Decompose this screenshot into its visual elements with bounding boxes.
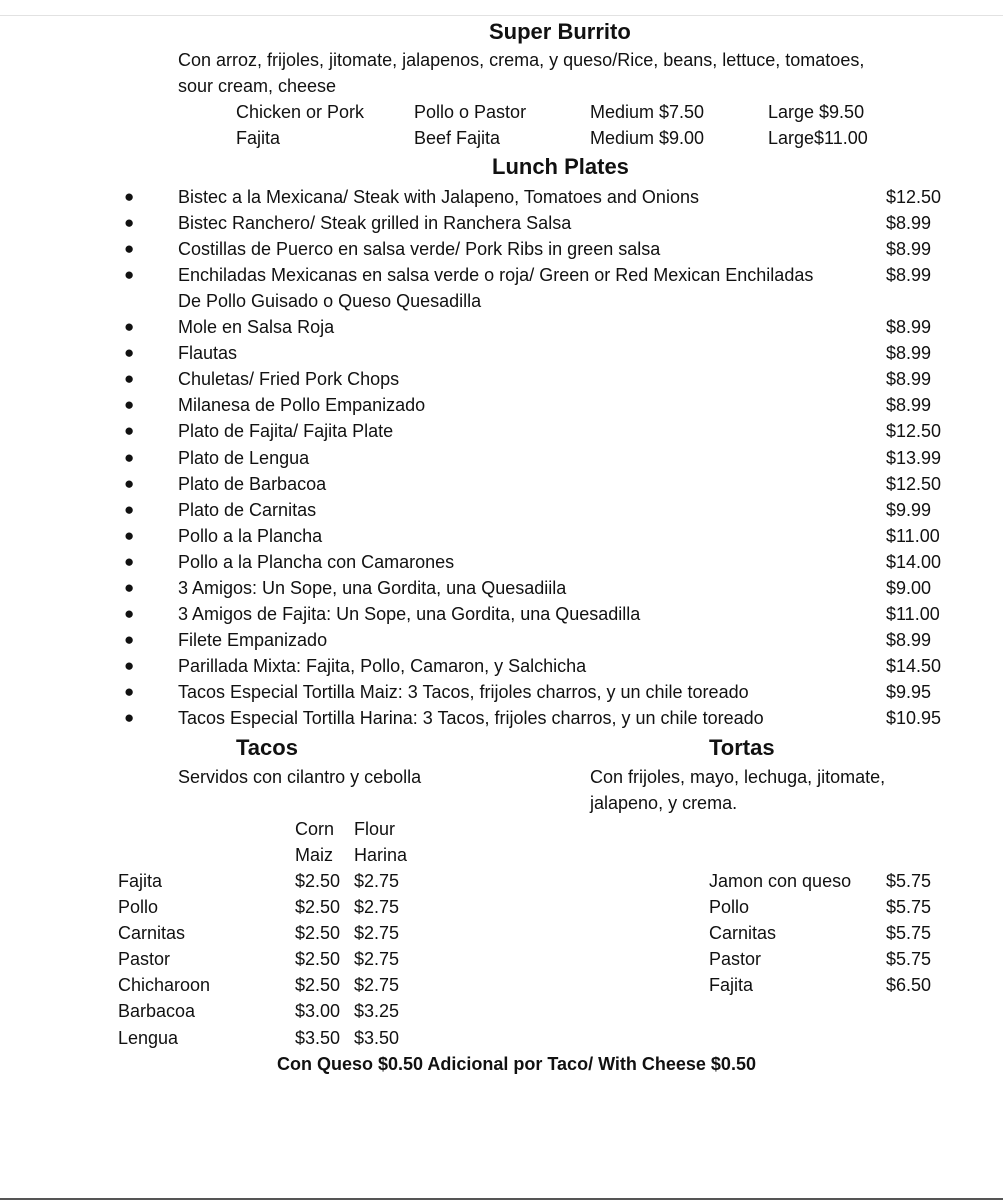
lunch-item-name: 3 Amigos: Un Sope, una Gordita, una Quesadiila [178,578,567,598]
taco-corn-price: $3.50 [295,1028,341,1048]
cheese-footnote: Con Queso $0.50 Adicional por Taco/ With Cheese $0.50 [277,1054,756,1074]
lunch-item-price: $11.00 [886,604,940,624]
lunch-item-name: Bistec Ranchero/ Steak grilled in Ranchera Salsa [178,213,572,233]
torta-name: Jamon con queso [709,871,852,891]
lunch-item-price: $8.99 [886,395,932,415]
lunch-plates-title: Lunch Plates [492,154,629,179]
taco-flour-price: $2.75 [354,897,400,917]
bullet-icon: ● [124,343,135,362]
lunch-item-price: $14.50 [886,656,942,676]
bullet-icon: ● [124,630,135,649]
tortas-description: Con frijoles, mayo, lechuga, jitomate, [590,767,886,787]
lunch-item-name: Flautas [178,343,238,363]
taco-corn-price: $2.50 [295,975,341,995]
torta-price: $5.75 [886,949,932,969]
lunch-item-name: Tacos Especial Tortilla Maiz: 3 Tacos, frijoles charros, y un chile toreado [178,682,749,702]
burrito-medium-price: Medium $7.50 [590,102,705,122]
lunch-item-name: Pollo a la Plancha [178,526,323,546]
lunch-item-price: $11.00 [886,526,940,546]
tacos-title: Tacos [236,735,298,760]
lunch-item-name: Costillas de Puerco en salsa verde/ Pork Ribs in green salsa [178,239,661,259]
taco-flour-price: $2.75 [354,923,400,943]
tacos-col-harina: Harina [354,845,408,865]
taco-name: Chicharoon [118,975,211,995]
lunch-item-name: Filete Empanizado [178,630,328,650]
bullet-icon: ● [124,578,135,597]
torta-price: $6.50 [886,975,932,995]
bullet-icon: ● [124,500,135,519]
burrito-name-es: Pollo o Pastor [414,102,527,122]
bullet-icon: ● [124,421,135,440]
taco-corn-price: $2.50 [295,923,341,943]
tortas-title: Tortas [709,735,775,760]
tortas-description-cont: jalapeno, y crema. [590,793,738,813]
taco-flour-price: $2.75 [354,871,400,891]
bullet-icon: ● [124,604,135,623]
torta-name: Carnitas [709,923,777,943]
torta-price: $5.75 [886,923,932,943]
bullet-icon: ● [124,552,135,571]
taco-flour-price: $2.75 [354,975,400,995]
taco-corn-price: $3.00 [295,1001,341,1021]
taco-name: Fajita [118,871,163,891]
burrito-large-price: Large $9.50 [768,102,865,122]
lunch-item-price: $10.95 [886,708,942,728]
lunch-item-price: $9.00 [886,578,932,598]
lunch-item-name: Plato de Fajita/ Fajita Plate [178,421,394,441]
lunch-item-name: Plato de Barbacoa [178,474,327,494]
burrito-name-en: Fajita [236,128,281,148]
taco-corn-price: $2.50 [295,871,341,891]
lunch-item-price: $8.99 [886,343,932,363]
super-burrito-description: Con arroz, frijoles, jitomate, jalapenos, crema, y queso/Rice, beans, lettuce, tomatoes, [178,50,865,70]
lunch-item-name: 3 Amigos de Fajita: Un Sope, una Gordita, una Quesadilla [178,604,641,624]
bullet-icon: ● [124,187,135,206]
lunch-item-price: $8.99 [886,369,932,389]
super-burrito-description-cont: sour cream, cheese [178,76,337,96]
lunch-item-name: Chuletas/ Fried Pork Chops [178,369,400,389]
taco-name: Pastor [118,949,171,969]
lunch-item-name: Plato de Lengua [178,448,310,468]
burrito-name-es: Beef Fajita [414,128,501,148]
torta-price: $5.75 [886,897,932,917]
top-divider [0,15,1003,16]
taco-name: Pollo [118,897,159,917]
taco-flour-price: $3.25 [354,1001,400,1021]
taco-flour-price: $3.50 [354,1028,400,1048]
lunch-item-price: $14.00 [886,552,942,572]
lunch-item-name-cont: De Pollo Guisado o Queso Quesadilla [178,291,482,311]
tacos-col-flour: Flour [354,819,396,839]
bullet-icon: ● [124,213,135,232]
torta-name: Fajita [709,975,754,995]
lunch-item-name: Plato de Carnitas [178,500,317,520]
taco-corn-price: $2.50 [295,949,341,969]
bullet-icon: ● [124,708,135,727]
lunch-item-price: $12.50 [886,421,942,441]
lunch-item-price: $9.95 [886,682,932,702]
lunch-item-price: $8.99 [886,630,932,650]
bullet-icon: ● [124,317,135,336]
lunch-item-name: Bistec a la Mexicana/ Steak with Jalapeno, Tomatoes and Onions [178,187,699,207]
taco-name: Carnitas [118,923,186,943]
taco-flour-price: $2.75 [354,949,400,969]
lunch-item-price: $12.50 [886,187,942,207]
burrito-large-price: Large$11.00 [768,128,868,148]
bullet-icon: ● [124,448,135,467]
burrito-medium-price: Medium $9.00 [590,128,705,148]
bullet-icon: ● [124,682,135,701]
lunch-item-price: $8.99 [886,265,932,285]
taco-corn-price: $2.50 [295,897,341,917]
lunch-item-price: $8.99 [886,317,932,337]
bullet-icon: ● [124,265,135,284]
bullet-icon: ● [124,526,135,545]
bullet-icon: ● [124,474,135,493]
lunch-item-name: Pollo a la Plancha con Camarones [178,552,455,572]
bullet-icon: ● [124,369,135,388]
lunch-item-name: Mole en Salsa Roja [178,317,335,337]
taco-name: Barbacoa [118,1001,196,1021]
lunch-item-price: $9.99 [886,500,932,520]
lunch-item-name: Milanesa de Pollo Empanizado [178,395,426,415]
burrito-name-en: Chicken or Pork [236,102,365,122]
tacos-col-maiz: Maiz [295,845,334,865]
lunch-item-price: $13.99 [886,448,942,468]
lunch-item-name: Parillada Mixta: Fajita, Pollo, Camaron, y Salchicha [178,656,587,676]
lunch-item-price: $8.99 [886,213,932,233]
lunch-item-name: Tacos Especial Tortilla Harina: 3 Tacos, frijoles charros, y un chile toreado [178,708,764,728]
tacos-subtitle: Servidos con cilantro y cebolla [178,767,422,787]
bullet-icon: ● [124,239,135,258]
bullet-icon: ● [124,395,135,414]
torta-price: $5.75 [886,871,932,891]
lunch-item-name: Enchiladas Mexicanas en salsa verde o roja/ Green or Red Mexican Enchiladas [178,265,814,285]
bullet-icon: ● [124,656,135,675]
taco-name: Lengua [118,1028,179,1048]
tacos-col-corn: Corn [295,819,335,839]
torta-name: Pollo [709,897,750,917]
super-burrito-title: Super Burrito [489,19,631,44]
lunch-item-price: $12.50 [886,474,942,494]
torta-name: Pastor [709,949,762,969]
lunch-item-price: $8.99 [886,239,932,259]
